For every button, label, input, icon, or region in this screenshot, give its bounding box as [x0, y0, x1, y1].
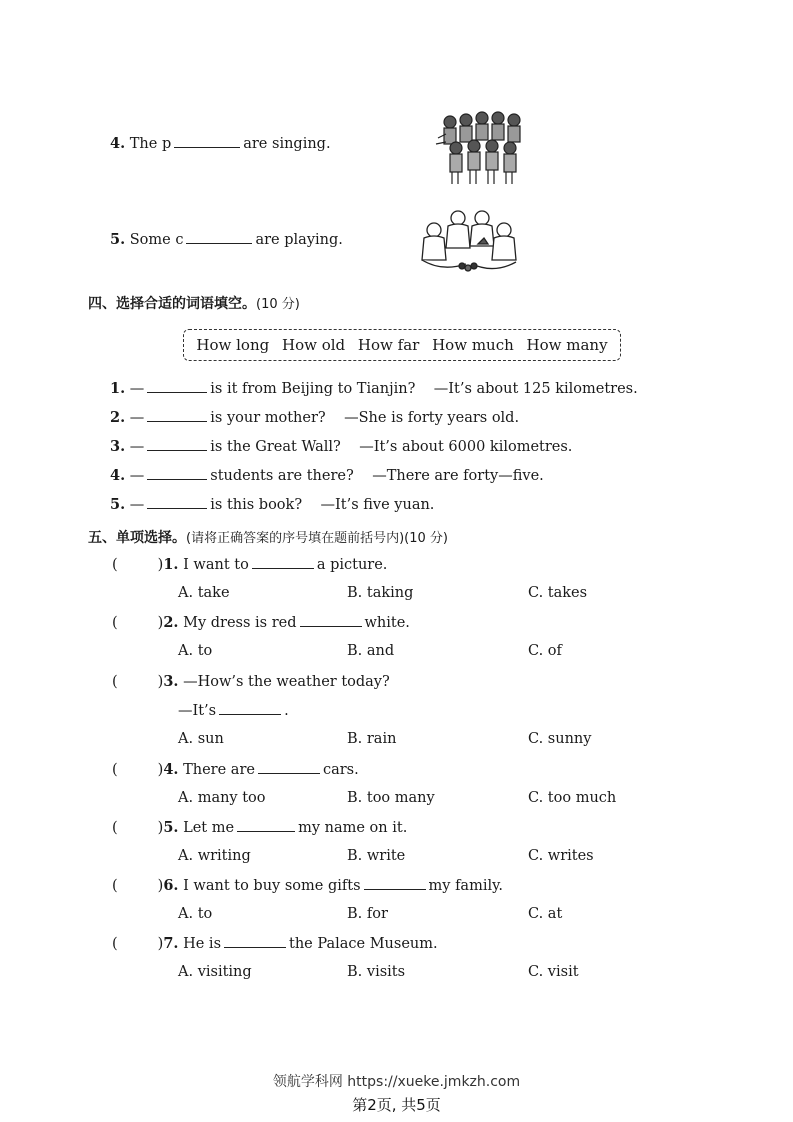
- footer-watermark: 领航学科网 https://xueke.jmkzh.com: [272, 1074, 521, 1090]
- answer-blank[interactable]: [219, 713, 281, 715]
- s5-q1-option-c[interactable]: C. takes: [528, 585, 588, 601]
- s5-q7-option-b[interactable]: B. visits: [347, 964, 406, 980]
- page-number: 第2页, 共5页: [352, 1096, 441, 1114]
- word-bank-item: How long: [196, 336, 270, 354]
- s5-question-6: ( )6. I want to buy some gifts my family.: [112, 877, 503, 894]
- s5-q1-option-a[interactable]: A. take: [178, 585, 230, 601]
- answer-blank[interactable]: [147, 391, 207, 393]
- answer-blank[interactable]: [174, 146, 240, 148]
- answer-blank[interactable]: [147, 449, 207, 451]
- answer-blank[interactable]: [237, 830, 295, 832]
- s5-q5-option-a[interactable]: A. writing: [178, 848, 251, 864]
- s4-item-4: 4. — students are there? —There are forty—five.: [110, 467, 544, 484]
- s4-item-3: 3. — is the Great Wall? —It’s about 6000 kilometres.: [110, 438, 573, 455]
- s5-q7-option-c[interactable]: C. visit: [528, 964, 579, 980]
- singing-children-illustration: [432, 108, 530, 188]
- s5-q6-option-c[interactable]: C. at: [528, 906, 563, 922]
- section-5-title: 五、单项选择。(请将正确答案的序号填在题前括号内)(10 分): [88, 530, 448, 546]
- answer-blank[interactable]: [258, 772, 320, 774]
- s5-question-3-line2: —It’s .: [178, 703, 289, 719]
- word-bank-item: How many: [526, 336, 608, 354]
- answer-blank[interactable]: [147, 420, 207, 422]
- answer-blank[interactable]: [364, 888, 426, 890]
- pic-item-4: 4. The p are singing.: [110, 135, 331, 152]
- s5-q5-option-b[interactable]: B. write: [347, 848, 406, 864]
- s5-q4-option-c[interactable]: C. too much: [528, 790, 617, 806]
- s5-q3-option-a[interactable]: A. sun: [178, 731, 224, 747]
- answer-blank[interactable]: [147, 478, 207, 480]
- answer-blank[interactable]: [300, 625, 362, 627]
- s5-q2-option-a[interactable]: A. to: [178, 643, 213, 659]
- word-bank-box: [183, 329, 621, 361]
- s5-q6-option-b[interactable]: B. for: [347, 906, 388, 922]
- s5-question-7: ( )7. He is the Palace Museum.: [112, 935, 438, 952]
- s5-q4-option-a[interactable]: A. many too: [178, 790, 266, 806]
- s5-q5-option-c[interactable]: C. writes: [528, 848, 594, 864]
- s5-question-1: ( )1. I want to a picture.: [112, 556, 388, 573]
- s4-item-1: 1. — is it from Beijing to Tianjin? —It’s about 125 kilometres.: [110, 380, 638, 397]
- answer-blank[interactable]: [252, 567, 314, 569]
- s5-q4-option-b[interactable]: B. too many: [347, 790, 435, 806]
- s5-q3-option-b[interactable]: B. rain: [347, 731, 397, 747]
- word-bank-item: How far: [357, 336, 420, 354]
- word-bank-item: How much: [432, 336, 514, 354]
- answer-blank[interactable]: [186, 242, 252, 244]
- s5-q6-option-a[interactable]: A. to: [178, 906, 213, 922]
- pic-item-5: 5. Some c are playing.: [110, 231, 343, 248]
- s5-q2-option-b[interactable]: B. and: [347, 643, 395, 659]
- s5-question-4: ( )4. There are cars.: [112, 761, 359, 778]
- answer-blank[interactable]: [147, 507, 207, 509]
- playing-children-illustration: [418, 208, 520, 276]
- answer-blank[interactable]: [224, 946, 286, 948]
- s5-question-2: ( )2. My dress is red white.: [112, 614, 410, 631]
- s5-q1-option-b[interactable]: B. taking: [347, 585, 414, 601]
- s5-question-5: ( )5. Let me my name on it.: [112, 819, 408, 836]
- s5-q3-option-c[interactable]: C. sunny: [528, 731, 592, 747]
- word-bank-item: How old: [281, 336, 346, 354]
- s4-item-2: 2. — is your mother? —She is forty years old.: [110, 409, 520, 426]
- s5-q7-option-a[interactable]: A. visiting: [178, 964, 252, 980]
- s5-question-3: ( )3. —How’s the weather today?: [112, 673, 390, 690]
- s5-q2-option-c[interactable]: C. of: [528, 643, 562, 659]
- s4-item-5: 5. — is this book? —It’s five yuan.: [110, 496, 435, 513]
- section-4-title: 四、选择合适的词语填空。(10 分): [88, 296, 300, 312]
